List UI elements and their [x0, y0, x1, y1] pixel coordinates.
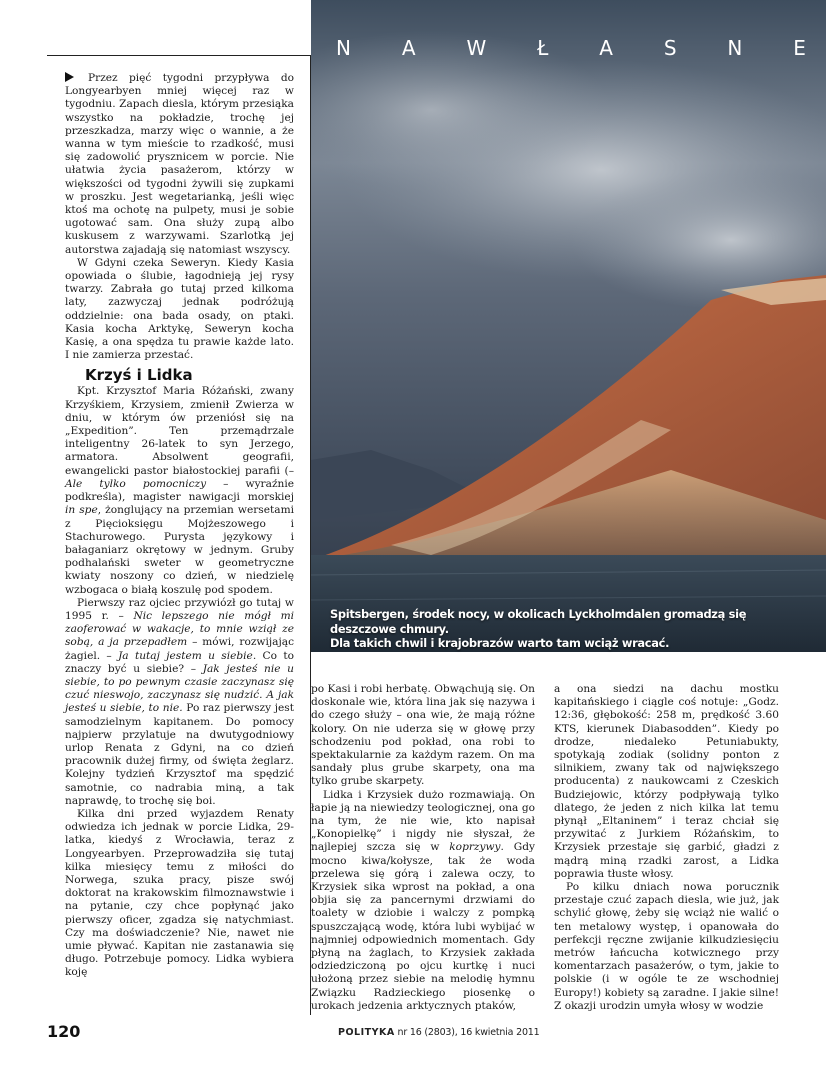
paragraph: Lidka i Krzysiek dużo rozmawiają. On łapie ją na niewiedzy teologicznej, ona go na tym, że nie wie, kto napisał „Konopielkę” i nigdy nie słyszał, że najlepiej szcza się w koprzywy. Gdy mocno kiwa/kołysze, tak że woda przelewa się górą i zalewa oczy, to Krzysiek sika wprost na pokład, a ona objia się za pancernymi drzwiami do toalety w dziobie i walczy z pompką spuszczającą wodę, która lubi wybijać w najmniej odpowiednich momentach. Gdy płyną na żaglach, to Krzysiek zakłada odziedziczoną po ojcu kurtkę i nuci ułożoną przez siebie na melodię hymnu Związku Radzieckiego piosenkę o urokach jedzenia arktycznych ptaków,	[311, 788, 535, 1012]
section-title-letter: N	[727, 36, 743, 60]
paragraph: Kilka dni przed wyjazdem Renaty odwiedza ich jednak w porcie Lidka, 29-latka, kiedyś z Wrocławia, teraz z Longyearbyen. Przeprowadziła się tutaj kilka miesięcy temu z miłości do Norwega, szuka pracy, pisze swój doktorat na krakowskim filmoznawstwie i na pytanie, czy chce popłynąć jako pierwszy oficer, zgadza się natychmiast. Czy ma doświadczenie? Nie, nawet nie umie pływać. Kapitan nie zastanawia się długo. Potrzebuje pomocy. Lidka wybiera koję	[65, 807, 294, 979]
paragraph: Kpt. Krzysztof Maria Różański, zwany Krzyśkiem, Krzysiem, zmienił Zwierza w dniu, w którym ów przeniósł się na „Expedition”. Ten przemądrzale inteligentny 26-latek to syn Jerzego, armatora. Absolwent geografii, ewangelicki pastor białostockiej parafii (– Ale tylko pomocniczy – wyraźnie podkreśla), magister nawigacji morskiej in spe, żonglujący na przemian wersetami z Pięcioksięgu Mojżeszowego i Stachurowego. Purysta językowy i bałaganiarz okrętowy w jednym. Gruby podhalański sweter w geometryczne kwiaty noszony co dzień, w niedzielę wzbogaca o białą koszulę pod spodem.	[65, 385, 295, 596]
magazine-name: POLITYKA	[338, 1027, 395, 1038]
paragraph-text: Przez pięć tygodni przypływa do Longyearbyen mniej więcej raz w tygodniu. Zapach diesla, którym przesiąka wszystko na pokładzie, trochę jej przeszkadza, marzy więc o wannie, a że wanna w tym mieście to rzadkość, musi się zadowolić prysznicem w porcie. Nie ułatwia życia pasażerom, którzy w większości od tygodni żywili się zupkami w proszku. Jest wegetarianką, jeśli więc ktoś ma ochotę na pulpety, musi je sobie ugotować sam. Ona służy zupą albo kuskusem z warzywami. Szarlotką jej autorstwa zajadają się natomiast wszyscy.	[65, 72, 294, 256]
paragraph: Po kilku dniach nowa porucznik przestaje czuć zapach diesla, wie już, jak schylić głowę, żeby się wciąż nie walić o ten metalowy występ, i opanowała do perfekcji ręczne zwijanie kilkudziesięciu metrów łańcucha kotwicznego przy komentarzach pasażerów, o tym, jakie to polskie (i w ogóle te ze wschodniej Europy!) kobiety są zaradne. I jakie silne! Z okazji urodzin umyła włosy w wodzie	[554, 881, 779, 1012]
top-rule	[47, 55, 311, 56]
article-column-2	[311, 683, 535, 1013]
article-column-1	[65, 72, 294, 980]
issue-info: nr 16 (2803), 16 kwietnia 2011	[397, 1027, 540, 1038]
section-title-letter: N	[336, 36, 351, 60]
paragraph: po Kasi i robi herbatę. Obwąchują się. On doskonale wie, która lina jak się nazywa i do czego służy – ona wie, że mają różne kolory. On nie uderza się w głowę przy schodzeniu pod pokład, ona robi to spektakularnie za każdym razem. On ma sandały plus grube skarpety, ona ma tylko grube skarpety.	[311, 683, 535, 788]
photo-caption	[330, 607, 800, 651]
caption-line: Spitsbergen, środek nocy, w okolicach Lyckholmdalen gromadzą się deszczowe chmury.	[330, 607, 747, 636]
section-title-letter: W	[466, 36, 487, 60]
section-heading: Krzyś i Lidka	[85, 366, 193, 385]
section-title	[336, 36, 806, 60]
section-title-letter: Ł	[537, 36, 549, 60]
paragraph: a ona siedzi na dachu mostku kapitańskiego i ciągle coś notuje: „Godz. 12:36, głębokość: 258 m, prędkość 3.60 KTS, kierunek Diabasodden”. Kiedy po drodze, niedaleko Petuniabukty, spotykają zodiak (solidny ponton z silnikiem, zwany tak od największego producenta) z naukowcami z Czeskich Budziejowic, którzy podpływają tylko dlatego, że jeden z nich kilka lat temu płynął „Eltaninem” i teraz chciał się przywitać z Jurkiem Różańskim, to Krzysiek przestaje się garbić, gładzi z mądrą miną rzadki zarost, a Lidka poprawia tłuste włosy.	[554, 683, 779, 880]
triangle-marker-icon	[65, 72, 74, 82]
paragraph	[65, 72, 294, 257]
spitsbergen-photo-illustration	[311, 0, 826, 652]
section-title-letter: S	[663, 36, 677, 60]
section-title-letter: E	[793, 36, 806, 60]
section-title-letter: A	[401, 36, 416, 60]
article-column-3	[554, 683, 779, 1013]
footer	[338, 1027, 539, 1038]
landscape-photo	[311, 0, 826, 652]
caption-line: Dla takich chwil i krajobrazów warto tam wciąż wracać.	[330, 636, 670, 650]
section-title-letter: A	[599, 36, 613, 60]
page-number: 120	[47, 1022, 81, 1041]
paragraph: W Gdyni czeka Seweryn. Kiedy Kasia opowiada o ślubie, łagodnieją jej rysy twarzy. Zabrała go tutaj przed kilkoma laty, zazwyczaj jednak podróżują oddzielnie: ona bada osady, on ptaki. Kasia kocha Arktykę, Seweryn kocha Kasię, a ona spędza tu prawie każde lato. I nie zamierza przestać.	[65, 256, 294, 362]
paragraph: Pierwszy raz ojciec przywiózł go tutaj w 1995 r. – Nic lepszego nie mógł mi zaoferować w wakacje, to mnie wziął ze sobą, a ja przepadłem – mówi, rozwijając żagiel. – Ja tutaj jestem u siebie. Co to znaczy być u siebie? – Jak jesteś nie u siebie, to po pewnym czasie zaczynasz się czuć nieswojo, zaczynasz się nudzić. A jak jesteś u siebie, to nie. Po raz pierwszy jest samodzielnym kapitanem. Do pomocy najpierw przylatuje na dwutygodniowy urlop Renata z Gdyni, na co dzień pracownik dużej firmy, od święta żeglarz. Kolejny tydzień Krzysztof ma spędzić samotnie, co nadrabia miną, a tak naprawdę, to trochę się boi.	[65, 596, 295, 807]
